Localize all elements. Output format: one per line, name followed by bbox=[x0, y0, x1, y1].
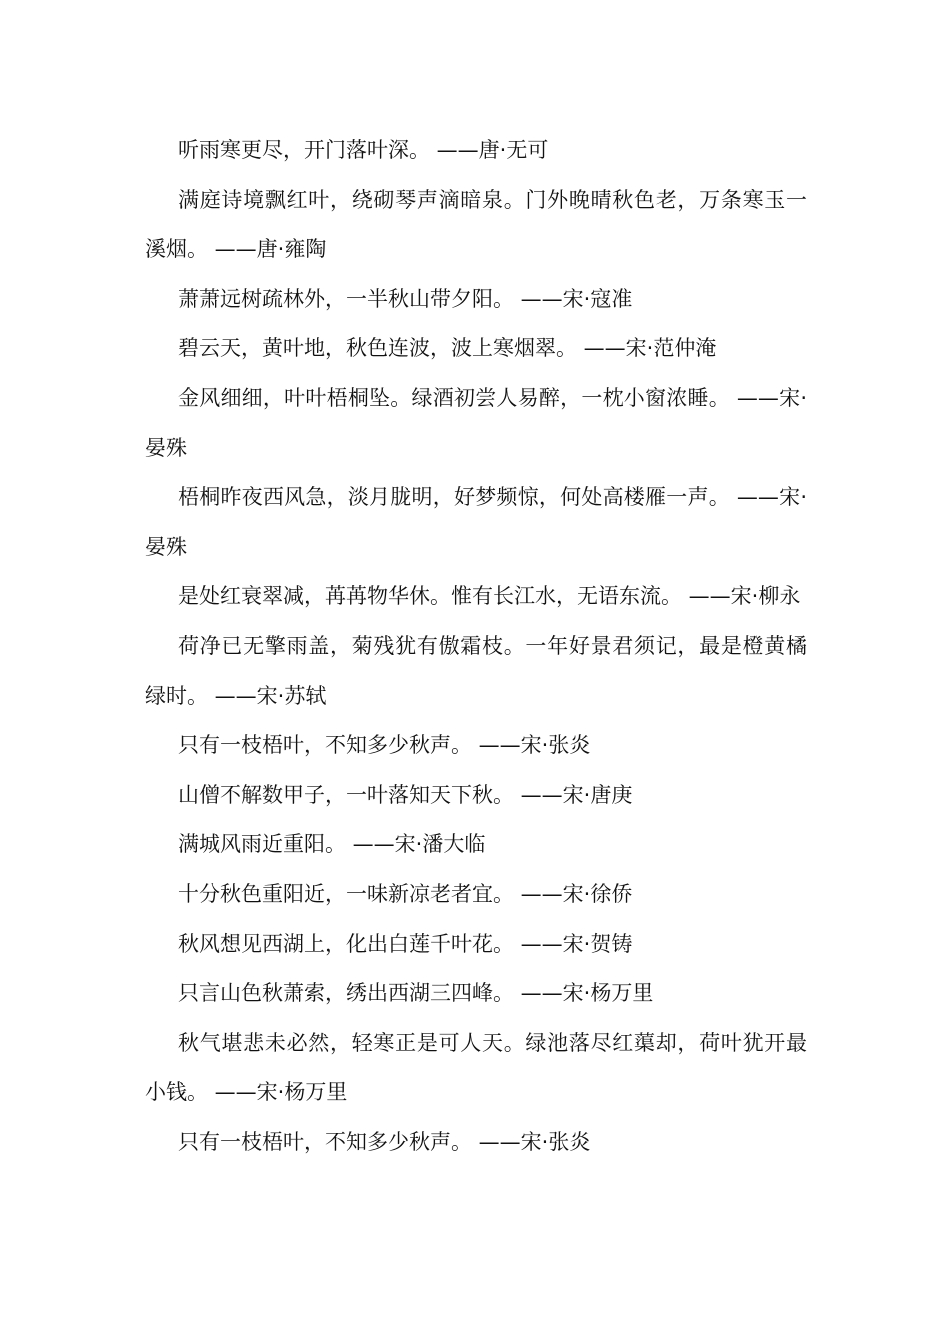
poem-line: 满庭诗境飘红叶，绕砌琴声滴暗泉。门外晚晴秋色老，万条寒玉一溪烟。 ——唐·雍陶 bbox=[145, 187, 807, 262]
poem-line: 山僧不解数甲子，一叶落知天下秋。 ——宋·唐庚 bbox=[178, 782, 633, 807]
poem-line: 萧萧远树疏林外，一半秋山带夕阳。 ——宋·寇准 bbox=[178, 286, 633, 311]
document-page bbox=[145, 126, 807, 1167]
poem-line: 满城风雨近重阳。 ——宋·潘大临 bbox=[178, 832, 486, 857]
poem-line: 十分秋色重阳近，一味新凉老者宜。 ——宋·徐侨 bbox=[178, 881, 633, 906]
poem-line: 金风细细，叶叶梧桐坠。绿酒初尝人易醉，一枕小窗浓睡。 ——宋·晏殊 bbox=[145, 385, 807, 460]
poem-line: 荷净已无擎雨盖，菊残犹有傲霜枝。一年好景君须记，最是橙黄橘绿时。 ——宋·苏轼 bbox=[145, 633, 807, 708]
poem-line: 秋风想见西湖上，化出白莲千叶花。 ——宋·贺铸 bbox=[178, 931, 633, 956]
poem-line: 只有一枝梧叶，不知多少秋声。 ——宋·张炎 bbox=[178, 733, 591, 758]
poem-line: 听雨寒更尽，开门落叶深。 ——唐·无可 bbox=[178, 138, 549, 162]
poem-line: 是处红衰翠减，苒苒物华休。惟有长江水，无语东流。 ——宋·柳永 bbox=[178, 584, 801, 609]
poem-line: 碧云天，黄叶地，秋色连波，波上寒烟翠。 ——宋·范仲淹 bbox=[178, 336, 717, 361]
poem-line: 秋气堪悲未必然，轻寒正是可人天。绿池落尽红蕖却，荷叶犹开最小钱。 ——宋·杨万里 bbox=[145, 1030, 807, 1105]
poem-line: 只有一枝梧叶，不知多少秋声。 ——宋·张炎 bbox=[178, 1129, 591, 1154]
poem-line: 梧桐昨夜西风急，淡月胧明，好梦频惊，何处高楼雁一声。 ——宋·晏殊 bbox=[145, 485, 807, 559]
poem-line: 只言山色秋萧索，绣出西湖三四峰。 ——宋·杨万里 bbox=[178, 981, 654, 1006]
